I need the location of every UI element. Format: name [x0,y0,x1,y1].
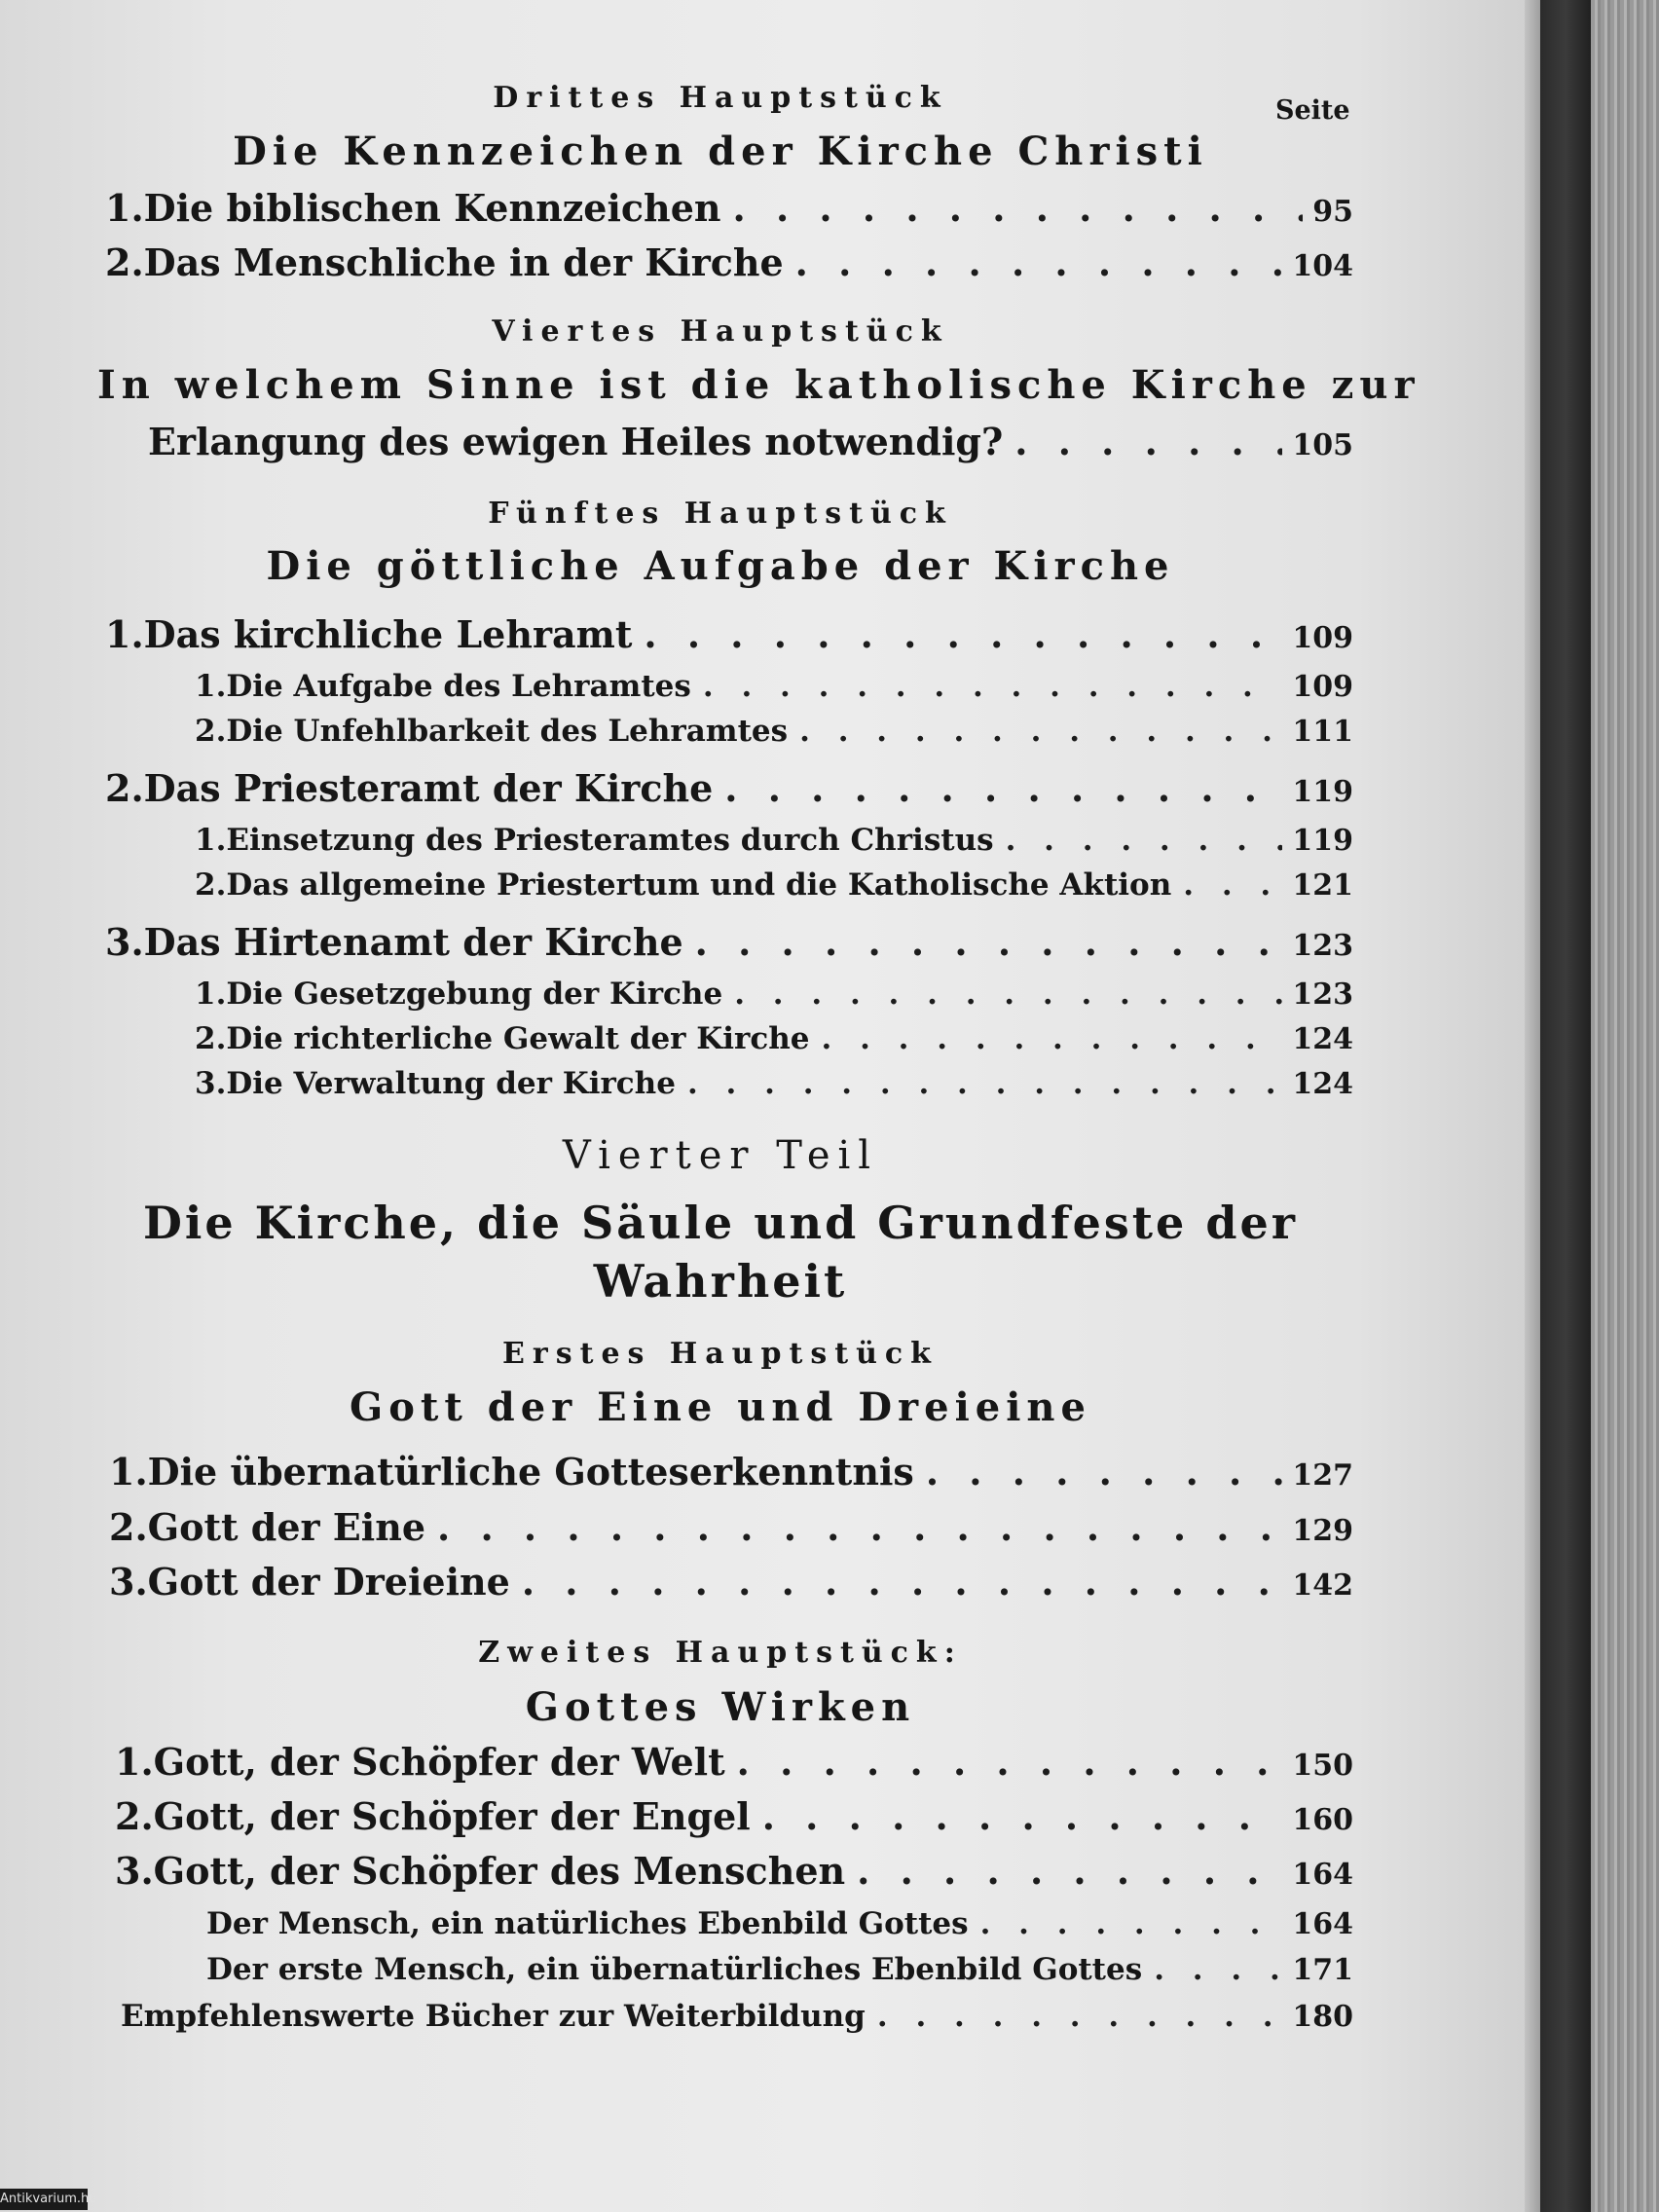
section-heading: Die Kennzeichen der Kirche Christi [233,129,1208,174]
toc-entry [195,977,1353,1012]
toc-entry-number: 3. [115,1849,154,1894]
dot-leader [784,240,1283,284]
toc-entry-number: 2. [109,1505,148,1550]
toc-entry-page: 123 [1292,977,1353,1012]
toc-entry-page: 127 [1292,1458,1353,1493]
dot-leader [788,714,1282,749]
toc-entry [121,1999,1353,2034]
toc-entry-title: Gott, der Schöpfer der Welt [153,1740,725,1785]
dot-leader [722,977,1282,1012]
toc-entry-title: Das Menschliche in der Kirche [143,240,784,285]
toc-entry [105,186,1353,230]
toc-entry-page: 119 [1292,823,1353,858]
book-spine [1540,0,1591,2212]
watermark-label: Antikvarium.hu [0,2189,88,2210]
page-column-label: Seite [1275,95,1350,126]
dot-leader [510,1560,1283,1604]
toc-entry-number: 1. [105,186,144,231]
dot-leader [691,669,1283,704]
toc-entry-number: 2. [195,1020,227,1056]
toc-entry-page: 109 [1292,621,1353,656]
toc-entry-number: 1. [195,668,227,704]
toc-entry-page: 121 [1292,867,1353,903]
toc-entry [195,1021,1353,1056]
toc-entry-number: 2. [195,713,227,749]
toc-entry-title: Der erste Mensch, ein übernatürliches Ebenbild Gottes [206,1951,1143,1987]
dot-leader [1171,867,1282,903]
section-heading: Die Kirche, die Säule und Grundfeste der [142,1197,1299,1249]
toc-entry-number: 3. [109,1560,148,1604]
section-heading: Vierter Teil [562,1133,879,1178]
toc-entry-number: 1. [115,1740,154,1785]
dot-leader [683,920,1283,964]
toc-entry-title: Das Priesteramt der Kirche [143,766,714,811]
toc-entry-page: 142 [1292,1568,1353,1604]
toc-entry [109,1450,1353,1493]
toc-entry [115,1740,1353,1784]
toc-entry [195,1066,1353,1101]
page-fold-shadow [1525,0,1540,2212]
toc-entry-title: Das kirchliche Lehramt [143,612,633,657]
toc-entry-page: 124 [1292,1021,1353,1056]
toc-entry-page: 104 [1292,249,1353,284]
toc-entry-number: 3. [105,920,144,965]
toc-entry [195,867,1353,903]
toc-entry-title: Das allgemeine Priestertum und die Katholische Aktion [226,866,1172,903]
toc-entry [105,612,1353,656]
toc-entry-title: Einsetzung des Priesteramtes durch Christus [226,822,994,858]
toc-entry [115,1794,1353,1838]
toc-entry [195,669,1353,704]
toc-entry-number: 1. [109,1450,148,1494]
toc-entry-title: Empfehlenswerte Bücher zur Weiterbildung [121,1998,866,2034]
toc-entry-title: Die Verwaltung der Kirche [226,1065,676,1101]
toc-entry-title: Der Mensch, ein natürliches Ebenbild Gottes [206,1905,969,1941]
toc-entry-page: 164 [1292,1858,1353,1893]
toc-entry [195,823,1353,858]
dot-leader [1003,420,1282,463]
section-heading: Zweites Hauptstück: [478,1636,963,1670]
toc-entry-title: Die Unfehlbarkeit des Lehramtes [226,713,789,749]
section-heading: Wahrheit [593,1255,848,1308]
toc-entry-number: 1. [195,822,227,858]
toc-entry-title: Gott der Eine [147,1505,426,1550]
dot-leader [676,1066,1282,1101]
dot-leader [845,1849,1282,1893]
section-heading: In welchem Sinne ist die katholische Kirche zur [97,362,1420,408]
toc-entry [115,1849,1353,1893]
toc-entry-page: 111 [1292,714,1353,749]
toc-entry-page: 171 [1292,1952,1353,1987]
toc-entry-title: Gott, der Schöpfer des Menschen [153,1849,846,1894]
toc-entry [109,1560,1353,1604]
section-heading: Fünftes Hauptstück [488,497,953,531]
toc-entry-title: Die Aufgabe des Lehramtes [226,668,691,704]
section-heading: Drittes Hauptstück [493,81,948,115]
toc-entry-number: 3. [195,1065,227,1101]
dot-leader [425,1505,1282,1549]
toc-entry-title: Die richterliche Gewalt der Kirche [226,1020,810,1056]
toc-entry [105,920,1353,964]
toc-entry-title: Das Hirtenamt der Kirche [143,920,683,965]
toc-entry-title: Die Gesetzgebung der Kirche [226,976,723,1012]
dot-leader [721,186,1304,230]
toc-entry-page: 180 [1292,1999,1353,2034]
section-heading: Erstes Hauptstück [502,1337,939,1371]
toc-entry-title: Erlangung des ewigen Heiles notwendig? [148,420,1004,464]
dot-leader [866,1999,1283,2034]
toc-entry-page: 164 [1292,1906,1353,1941]
toc-entry [195,714,1353,749]
toc-entry-number: 1. [105,612,144,657]
toc-entry-page: 123 [1292,929,1353,964]
toc-entry [109,1505,1353,1549]
dot-leader [994,823,1283,858]
dot-leader [1142,1952,1282,1987]
toc-entry-page: 124 [1292,1066,1353,1101]
toc-entry-page: 160 [1292,1803,1353,1838]
toc-entry-title: Die biblischen Kennzeichen [143,186,721,231]
dot-leader [969,1906,1283,1941]
dot-leader [632,612,1282,656]
toc-entry-number: 2. [105,240,144,285]
toc-entry-page: 105 [1292,428,1353,463]
toc-entry-title: Gott der Dreieine [147,1560,510,1604]
page-edges [1591,0,1659,2212]
toc-entry-page: 109 [1292,669,1353,704]
dot-leader [810,1021,1283,1056]
toc-entry [148,420,1353,463]
section-heading: Die göttliche Aufgabe der Kirche [266,543,1175,589]
toc-entry-number: 2. [115,1794,154,1839]
dot-leader [713,766,1282,810]
dot-leader [751,1794,1283,1838]
toc-entry-page: 95 [1312,195,1353,230]
toc-entry [206,1952,1353,1987]
toc-entry-number: 2. [195,866,227,903]
toc-entry-number: 1. [195,976,227,1012]
toc-entry-title: Die übernatürliche Gotteserkenntnis [147,1450,914,1494]
toc-entry [105,766,1353,810]
toc-entry [105,240,1353,284]
section-heading: Gott der Eine und Dreieine [350,1384,1091,1430]
dot-leader [725,1740,1283,1784]
section-heading: Viertes Hauptstück [492,314,949,349]
toc-entry-number: 2. [105,766,144,811]
toc-entry-page: 119 [1292,775,1353,810]
section-heading: Gottes Wirken [525,1684,916,1730]
toc-entry-page: 129 [1292,1514,1353,1549]
toc-entry [206,1906,1353,1941]
toc-entry-title: Gott, der Schöpfer der Engel [153,1794,751,1839]
dot-leader [914,1450,1283,1493]
toc-entry-page: 150 [1292,1749,1353,1784]
